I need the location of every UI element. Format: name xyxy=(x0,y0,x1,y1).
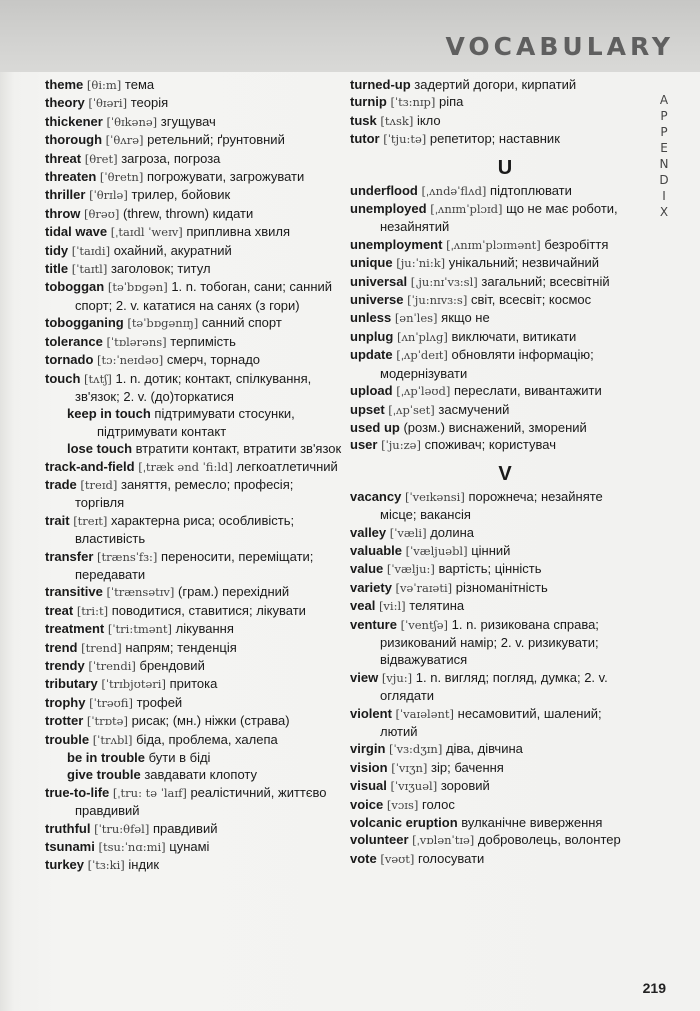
transcription: [ˌtru: tə ˈlaɪf] xyxy=(112,785,187,800)
headword: thickener xyxy=(45,113,103,129)
transcription: [ˈtaɪdi] xyxy=(71,243,111,258)
transcription: [ˌʌpˈləʊd] xyxy=(396,384,451,399)
dictionary-entry xyxy=(350,579,640,597)
dictionary-entry xyxy=(350,850,640,868)
transcription: [ˌʌnɪmˈplɔɪd] xyxy=(430,202,503,217)
dictionary-entry xyxy=(350,542,640,560)
definition: 1. n. ризикована справа; ризикований намір; 2. v. ризикувати; відважуватися xyxy=(380,616,599,668)
definition: заголовок; титул xyxy=(110,261,211,277)
definition: порожнеча; незайняте місце; вакансія xyxy=(380,488,603,523)
left-column xyxy=(45,76,345,875)
headword: trend xyxy=(45,639,78,655)
headword: tutor xyxy=(350,131,380,147)
transcription: [ˈtɜ:nɪp] xyxy=(390,95,436,110)
headword: track-and-field xyxy=(45,458,135,474)
dictionary-entry xyxy=(350,560,640,578)
headword: variety xyxy=(350,579,392,595)
dictionary-entry xyxy=(350,488,640,524)
dictionary-entry xyxy=(45,260,345,278)
definition: легкоатлетичний xyxy=(236,458,338,474)
definition: 1. n. тобоган, сани; санний спорт; 2. v. кататися на санях (з гори) xyxy=(75,279,333,313)
transcription: [ˈtrænsətɪv] xyxy=(106,585,175,600)
definition: задертий догори, кирпатий xyxy=(414,77,577,92)
headword: unless xyxy=(350,310,392,326)
transcription: [θrəʊ] xyxy=(84,206,120,221)
dictionary-entry xyxy=(350,419,640,436)
definition: притока xyxy=(169,676,218,692)
transcription: [ˈtri:tmənt] xyxy=(107,622,173,637)
transcription: [ˈju:zə] xyxy=(381,438,421,453)
transcription: [θret] xyxy=(84,151,118,166)
sub-entry xyxy=(45,405,345,440)
dictionary-entry xyxy=(350,740,640,758)
transcription: [ˈtrəʊfi] xyxy=(89,695,133,710)
headword: tolerance xyxy=(45,333,103,349)
side-label-letter: X xyxy=(659,205,669,219)
headword: trait xyxy=(45,512,70,528)
headword: give trouble xyxy=(67,767,141,783)
headword: valuable xyxy=(350,542,403,558)
transcription: [ˈtrʌbl] xyxy=(92,732,133,747)
definition: споживач; користувач xyxy=(424,437,556,453)
entries-v xyxy=(350,488,640,869)
definition: 1. n. дотик; контакт, спілкування, зв'язок; 2. v. (до)торкатися xyxy=(75,370,312,404)
transcription: [ˈtru:θfəl] xyxy=(94,821,150,836)
headword: tobogganing xyxy=(45,315,124,331)
dictionary-entry xyxy=(45,512,345,548)
dictionary-entry xyxy=(45,548,345,584)
definition: зоровий xyxy=(440,778,490,794)
dictionary-entry xyxy=(45,694,345,712)
definition: цунамі xyxy=(169,839,210,855)
definition: голосувати xyxy=(418,850,485,866)
dictionary-entry xyxy=(45,458,345,476)
dictionary-entry xyxy=(45,351,345,369)
headword: virgin xyxy=(350,741,386,757)
transcription: [ˈventʃə] xyxy=(400,617,448,632)
transcription: [ˈθɪəri] xyxy=(88,96,128,111)
dictionary-entry xyxy=(350,236,640,254)
headword: unique xyxy=(350,255,393,271)
headword: title xyxy=(45,261,69,277)
dictionary-entry xyxy=(350,328,640,346)
transcription: [ˈvælju:] xyxy=(386,562,435,577)
headword: upload xyxy=(350,383,393,399)
transcription: [təˈbɒgən] xyxy=(107,280,168,295)
headword: be in trouble xyxy=(67,750,145,766)
dictionary-entry xyxy=(350,436,640,454)
sub-entry xyxy=(45,766,345,783)
dictionary-entry xyxy=(45,838,345,856)
definition: брендовий xyxy=(139,658,205,673)
transcription: [ˈθrɪlə] xyxy=(89,188,128,203)
definition: реалістичний, життєво правдивий xyxy=(75,784,327,819)
headword: underflood xyxy=(350,182,418,198)
definition: поводитися, ставитися; лікувати xyxy=(111,602,306,618)
transcription: [vəˈraɪəti] xyxy=(395,580,453,595)
dictionary-entry xyxy=(45,820,345,838)
definition: переслати, вивантажити xyxy=(454,383,602,399)
dictionary-entry xyxy=(45,278,345,314)
dictionary-entry xyxy=(350,597,640,615)
transcription: [ˈvɪʒuəl] xyxy=(390,779,438,794)
dictionary-entry xyxy=(350,831,640,849)
transcription: [ˈju:nɪvɜ:s] xyxy=(407,293,468,308)
dictionary-entry xyxy=(45,131,345,149)
headword: toboggan xyxy=(45,279,105,295)
headword: turnip xyxy=(350,94,387,110)
definition: правдивий xyxy=(152,820,218,836)
transcription: [ˈtɒlərəns] xyxy=(106,334,167,349)
headword: thorough xyxy=(45,132,103,148)
definition: лікування xyxy=(175,621,234,637)
transcription: [ˈveɪkənsi] xyxy=(404,489,465,504)
dictionary-entry xyxy=(45,856,345,874)
header-band xyxy=(0,0,700,72)
headword: theory xyxy=(45,95,85,111)
definition: рисак; (мн.) ніжки (страва) xyxy=(131,713,290,729)
headword: tidy xyxy=(45,242,69,258)
transcription: [tsu:ˈnɑ:mi] xyxy=(98,840,166,855)
definition: унікальний; незвичайний xyxy=(448,255,600,271)
dictionary-entry xyxy=(45,186,345,204)
headword: vacancy xyxy=(350,488,402,504)
headword: value xyxy=(350,561,384,577)
definition: тема xyxy=(124,77,155,92)
headword: vision xyxy=(350,759,388,775)
headword: upset xyxy=(350,401,385,417)
definition: бути в біді xyxy=(148,750,211,766)
dictionary-entry xyxy=(45,76,345,94)
transcription: [treɪd] xyxy=(80,477,118,492)
definition: характерна риса; особливість; властивість xyxy=(75,512,295,547)
definition: підтоплювати xyxy=(490,182,572,198)
definition: якщо не xyxy=(441,310,490,326)
dictionary-entry xyxy=(45,784,345,820)
headword: threaten xyxy=(45,169,97,185)
definition: ріпа xyxy=(439,94,464,110)
transcription: [ˌtaɪdl ˈweɪv] xyxy=(110,225,183,240)
headword: trade xyxy=(45,476,77,492)
definition: долина xyxy=(430,524,474,540)
headword: visual xyxy=(350,778,387,794)
dictionary-entry xyxy=(45,113,345,131)
dictionary-entry xyxy=(350,112,640,130)
dictionary-entry xyxy=(350,669,640,705)
headword: volunteer xyxy=(350,832,409,848)
transcription: [tɔ:ˈneɪdəʊ] xyxy=(97,353,164,368)
dictionary-entry xyxy=(350,254,640,272)
definition: переносити, переміщати; передавати xyxy=(75,548,314,582)
dictionary-entry xyxy=(45,314,345,332)
transcription: [ˈvɪʒn] xyxy=(391,760,428,775)
transcription: [ju:ˈni:k] xyxy=(396,256,446,271)
entries-t-continued xyxy=(350,76,640,149)
headword: update xyxy=(350,347,393,363)
dictionary-entry xyxy=(350,76,640,93)
transcription: [ˈtrendi] xyxy=(88,659,136,673)
definition: теорія xyxy=(130,95,169,111)
headword: veal xyxy=(350,598,376,614)
headword: threat xyxy=(45,150,82,166)
definition: біда, проблема, халепа xyxy=(136,731,278,747)
headword: view xyxy=(350,669,379,685)
definition: трилер, бойовик xyxy=(131,187,231,203)
dictionary-entry xyxy=(45,168,345,186)
side-label-letter: N xyxy=(659,157,669,171)
transcription: [trænsˈfɜ:] xyxy=(97,549,158,564)
headword: thriller xyxy=(45,187,86,203)
transcription: [ˈθretn] xyxy=(99,170,144,185)
headword: keep in touch xyxy=(67,406,151,422)
definition: загроза, погроза xyxy=(121,150,221,166)
dictionary-entry xyxy=(45,583,345,601)
side-label-letter: E xyxy=(660,141,668,155)
transcription: [vju:] xyxy=(381,670,413,685)
dictionary-entry xyxy=(45,94,345,112)
definition: що не має роботи, незайнятий xyxy=(380,201,618,235)
dictionary-entry xyxy=(45,476,345,512)
right-column xyxy=(350,76,640,868)
transcription: [ˈvɜ:dʒɪn] xyxy=(389,742,443,757)
transcription: [ˈtju:tə] xyxy=(383,132,427,147)
definition: згущувач xyxy=(160,113,216,129)
transcription: [ˌtræk ənd ˈfi:ld] xyxy=(138,459,233,474)
transcription: [ˌʌndəˈflʌd] xyxy=(421,183,487,198)
headword: theme xyxy=(45,77,84,92)
dictionary-entry xyxy=(45,657,345,675)
transcription: [ˌju:nɪˈvɜ:sl] xyxy=(410,274,478,289)
page-number: 219 xyxy=(642,980,666,996)
definition: ікло xyxy=(416,112,441,128)
definition: діва, дівчина xyxy=(445,741,523,757)
headword: tidal wave xyxy=(45,224,108,240)
transcription: [ˈtaɪtl] xyxy=(71,262,108,277)
headword: touch xyxy=(45,370,81,386)
definition: припливна хвиля xyxy=(186,224,291,240)
transcription: [vəʊt] xyxy=(380,851,415,866)
headword: truthful xyxy=(45,820,91,836)
headword: universe xyxy=(350,292,404,308)
transcription: [ˈθɪkənə] xyxy=(106,114,158,129)
sub-entry xyxy=(45,440,345,457)
transcription: [ˈvaɪələnt] xyxy=(395,706,455,721)
headword: venture xyxy=(350,616,397,632)
headword: voice xyxy=(350,796,384,812)
definition: 1. n. вигляд; погляд, думка; 2. v. оглядати xyxy=(380,669,608,704)
headword: transitive xyxy=(45,584,103,600)
dictionary-entry xyxy=(350,130,640,148)
transcription: [tri:t] xyxy=(76,603,109,618)
transcription: [θi:m] xyxy=(86,78,122,92)
side-label-letter: A xyxy=(659,93,669,107)
dictionary-entry xyxy=(350,524,640,542)
headword: tusk xyxy=(350,112,377,128)
definition: заняття, ремесло; професія; торгівля xyxy=(75,476,294,511)
transcription: [ˈθʌrə] xyxy=(105,133,144,148)
dictionary-entry xyxy=(350,705,640,741)
definition: загальний; всесвітній xyxy=(481,273,610,289)
headword: true-to-life xyxy=(45,784,110,800)
transcription: [ˈtɜ:ki] xyxy=(87,858,125,873)
definition: доброволець, волонтер xyxy=(477,832,621,848)
transcription: [vɔɪs] xyxy=(386,797,419,812)
headword: trotter xyxy=(45,713,84,729)
definition: терпимість xyxy=(170,333,236,349)
dictionary-entry xyxy=(350,616,640,669)
definition: безробіття xyxy=(544,236,609,252)
headword: turkey xyxy=(45,857,85,873)
dictionary-entry xyxy=(45,602,345,620)
definition: вартість; цінність xyxy=(438,561,542,577)
dictionary-entry xyxy=(350,382,640,400)
headword: unplug xyxy=(350,328,394,344)
dictionary-entry xyxy=(45,620,345,638)
definition: смерч, торнадо xyxy=(166,352,261,368)
sub-entry xyxy=(45,749,345,766)
headword: lose touch xyxy=(67,441,133,457)
headword: unemployment xyxy=(350,236,443,252)
side-label-letter: P xyxy=(660,125,668,139)
headword: throw xyxy=(45,205,81,221)
definition: санний спорт xyxy=(201,315,282,331)
transcription: [ˈvæli] xyxy=(389,525,427,540)
definition: завдавати клопоту xyxy=(144,767,257,783)
transcription: [ˌvɒlənˈtɪə] xyxy=(412,833,475,848)
headword: violent xyxy=(350,705,392,721)
transcription: [ˌʌpˈset] xyxy=(388,402,435,417)
headword: transfer xyxy=(45,548,94,564)
section-letter-u: U xyxy=(497,156,513,179)
definition: підтримувати стосунки, підтримувати контакт xyxy=(97,406,295,439)
transcription: [treɪt] xyxy=(73,513,108,528)
headword: user xyxy=(350,437,378,453)
definition: виключати, витикати xyxy=(451,328,577,344)
definition: індик xyxy=(128,857,160,873)
headword: unemployed xyxy=(350,201,427,217)
section-letter-v: V xyxy=(498,462,512,485)
transcription: [ˌʌpˈdeɪt] xyxy=(396,348,448,363)
transcription: [ˈtrɒtə] xyxy=(86,714,128,729)
headword: tornado xyxy=(45,352,94,368)
dictionary-entry xyxy=(350,182,640,200)
dictionary-entry xyxy=(350,309,640,327)
dictionary-entry xyxy=(45,242,345,260)
transcription: [tʌtʃ] xyxy=(84,371,112,386)
headword: volcanic eruption xyxy=(350,815,458,831)
definition: напрям; тенденція xyxy=(125,639,237,655)
headword: tributary xyxy=(45,676,98,692)
dictionary-entry xyxy=(350,777,640,795)
transcription: [ˈvæljuəbl] xyxy=(405,543,468,558)
dictionary-entry xyxy=(350,759,640,777)
appendix-side-label xyxy=(658,92,670,220)
transcription: [trend] xyxy=(81,640,122,655)
dictionary-entry xyxy=(45,223,345,241)
definition: втратити контакт, втратити зв'язок xyxy=(135,441,342,457)
dictionary-entry xyxy=(45,370,345,406)
definition: голос xyxy=(422,796,455,812)
headword: trendy xyxy=(45,658,85,673)
page-title: VOCABULARY xyxy=(445,32,674,61)
dictionary-entry xyxy=(45,205,345,223)
transcription: [ʌnˈplʌg] xyxy=(396,329,448,344)
dictionary-entry xyxy=(350,291,640,309)
definition: репетитор; наставник xyxy=(429,131,560,147)
definition: цінний xyxy=(471,542,511,558)
headword: valley xyxy=(350,524,387,540)
definition: (threw, thrown) кидати xyxy=(122,205,254,221)
definition: різноманітність xyxy=(455,579,548,595)
definition: погрожувати, загрожувати xyxy=(146,169,305,185)
headword: tsunami xyxy=(45,839,95,855)
transcription: [ˌʌnɪmˈplɔɪmənt] xyxy=(446,237,541,252)
dictionary-entry xyxy=(350,401,640,419)
definition: обновляти інформацію; модернізувати xyxy=(380,347,594,381)
definition: засмучений xyxy=(438,401,510,417)
dictionary-entry xyxy=(45,731,345,749)
dictionary-entry xyxy=(350,200,640,236)
definition: несамовитий, шалений; лютий xyxy=(380,705,602,739)
side-label-letter: I xyxy=(662,189,666,203)
headword: trophy xyxy=(45,694,86,710)
transcription: [ˈtrɪbjʊtəri] xyxy=(101,677,166,692)
headword: vote xyxy=(350,850,377,866)
dictionary-entry xyxy=(45,675,345,693)
headword: used up xyxy=(350,419,400,435)
transcription: [ənˈles] xyxy=(394,311,438,326)
dictionary-entry xyxy=(45,333,345,351)
definition: вулканічне виверження xyxy=(461,815,603,831)
headword: treat xyxy=(45,602,74,618)
definition: (розм.) виснажений, зморений xyxy=(403,419,587,435)
dictionary-entry xyxy=(45,150,345,168)
transcription: [tʌsk] xyxy=(380,113,414,128)
dictionary-entry xyxy=(350,93,640,111)
definition: охайний, акуратний xyxy=(113,242,232,258)
side-label-letter: D xyxy=(659,173,669,187)
headword: trouble xyxy=(45,731,90,747)
dictionary-entry xyxy=(350,273,640,291)
transcription: [təˈbɒgənɪŋ] xyxy=(127,316,199,331)
definition: телятина xyxy=(409,598,465,614)
headword: universal xyxy=(350,273,408,289)
dictionary-entry xyxy=(45,639,345,657)
dictionary-entry xyxy=(350,796,640,814)
definition: світ, всесвіт; космос xyxy=(470,292,592,308)
headword: turned-up xyxy=(350,77,411,92)
transcription: [vi:l] xyxy=(378,599,406,614)
dictionary-entry xyxy=(350,346,640,382)
headword: treatment xyxy=(45,621,105,637)
definition: трофей xyxy=(136,694,183,710)
dictionary-entry xyxy=(350,814,640,831)
definition: ретельний; ґрунтовний xyxy=(147,132,285,148)
side-label-letter: P xyxy=(660,109,668,123)
definition: зір; бачення xyxy=(431,759,504,775)
dictionary-entry xyxy=(45,712,345,730)
definition: (грам.) перехідний xyxy=(178,584,290,600)
entries-u xyxy=(350,182,640,455)
